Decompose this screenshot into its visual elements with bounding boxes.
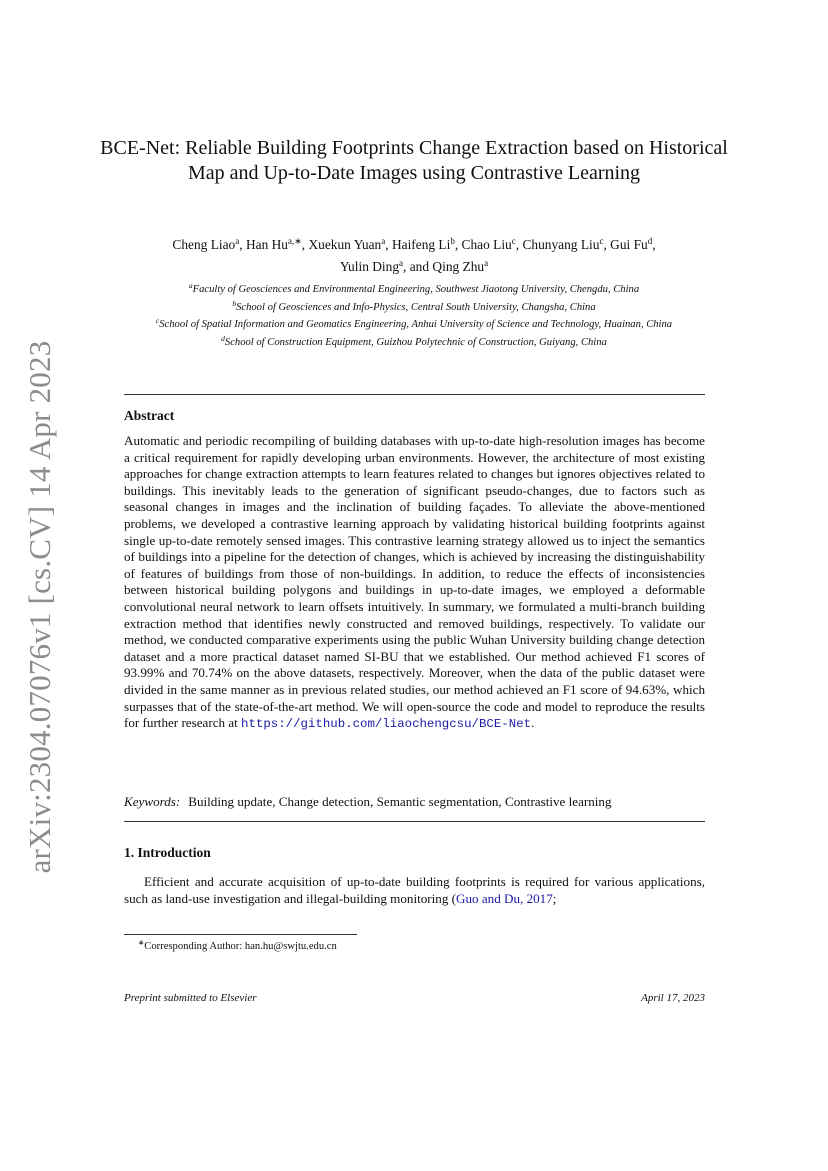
- author: Yulin Ding$^a$: [339, 258, 404, 274]
- author-list: Cheng Liao$^a$, Han $Hu^{a,∗}$, Xuekun Yuan$^a$, Haifeng Li$^b$, Chao Liu$^c$, Chunyang Liu$^c$, Gui Fu$^d$, Yulin Ding$^a$, and Qing Zhu$^a$: [172, 236, 656, 274]
- paper-title: BCE-Net: Reliable Building Footprints Change Extraction based on Historical Map and Up-to-Date Images using Contrastive Learning: [100, 137, 728, 184]
- footer-date: April 17, 2023: [641, 992, 705, 1004]
- author: Han $Hu^{a,∗}$: [245, 236, 302, 252]
- affiliation: $^a$Faculty of Geosciences and Environmental Engineering, Southwest Jiaotong University, Chengdu, China: [188, 281, 640, 295]
- author: Chunyang Liu$^c$: [522, 236, 604, 252]
- github-link[interactable]: https://github.com/liaochengcsu/BCE-Net: [241, 717, 532, 732]
- footnote-rule: [124, 934, 357, 935]
- footnote: ∗Corresponding Author: han.hu@swjtu.edu.cn: [138, 938, 337, 952]
- abstract-bottom-rule: [124, 821, 705, 822]
- author: Chao Liu$^c$: [461, 236, 516, 252]
- citation-link[interactable]: Guo and Du, 2017: [456, 891, 553, 906]
- footer-journal: Preprint submitted to Elsevier: [124, 992, 257, 1004]
- author: Haifeng Li$^b$: [391, 236, 455, 252]
- affiliation-list: [120, 279, 708, 349]
- abstract-heading: Abstract: [124, 408, 175, 423]
- introduction-body: Efficient and accurate acquisition of up-to-date building footprints is required for various applications, such as land-use investigation and illegal-building monitoring (Guo and Du, 2017;: [124, 874, 705, 906]
- author: Qing Zhu$^a$: [432, 258, 489, 274]
- introduction-heading: 1. Introduction: [124, 845, 211, 860]
- abstract-top-rule: [124, 394, 705, 395]
- arxiv-id: arXiv:2304.07076v1 [cs.CV] 14 Apr 2023: [22, 340, 57, 874]
- author: Xuekun Yuan$^a$: [308, 236, 386, 252]
- keywords-label: Keywords:: [124, 794, 181, 809]
- affiliation: $^c$School of Spatial Information and Geomatics Engineering, Anhui University of Science and Technology, Huainan, China: [155, 316, 673, 330]
- affiliation: $^b$School of Geosciences and Info-Physics, Central South University, Changsha, China: [232, 298, 596, 313]
- author: Cheng Liao$^a$: [172, 236, 240, 252]
- keywords: [124, 793, 724, 810]
- author: Gui Fu$^d$: [610, 236, 653, 252]
- abstract-body: Automatic and periodic recompiling of building databases with up-to-date high-resolution images has become a critical requirement for rapidly developing urban environments. However, the architecture of most existing approaches for change extraction attempts to learn features related to changes but ignores objectives related to buildings. This inevitably leads to the generation of significant pseudo-changes, due to factors such as seasonal changes in images and the inclination of building façades. To alleviate the above-mentioned problems, we developed a contrastive learning approach by validating historical building footprints against single up-to-date remotely sensed images. This contrastive learning strategy allowed us to inject the semantics of buildings into a pipeline for the detection of changes, which is achieved by increasing the distinguishability of features of buildings from those of non-buildings. In addition, to reduce the effects of inconsistencies between historical building polygons and buildings in up-to-date images, we employed a deformable convolutional neural network to learn offsets intuitively. In summary, we formulated a multi-branch building extraction method that identifies newly constructed and removed buildings, respectively. To validate our method, we conducted comparative experiments using the public Wuhan University building change detection dataset and a more practical dataset named SI-BU that we established. Our method achieved F1 scores of 93.99% and 70.74% on the above datasets, respectively. Moreover, when the data of the public dataset were divided in the same manner as in previous related studies, our method achieved an F1 score of 94.63%, which surpasses that of the state-of-the-art method. We will open-source the code and model to reproduce the results for further research at https://github.com/liaochengcsu/BCE-Net.: [124, 433, 705, 732]
- keywords-text: Building update, Change detection, Semantic segmentation, Contrastive learning: [188, 794, 612, 809]
- affiliation: $^d$School of Construction Equipment, Guizhou Polytechnic of Construction, Guiyang, China: [221, 333, 607, 348]
